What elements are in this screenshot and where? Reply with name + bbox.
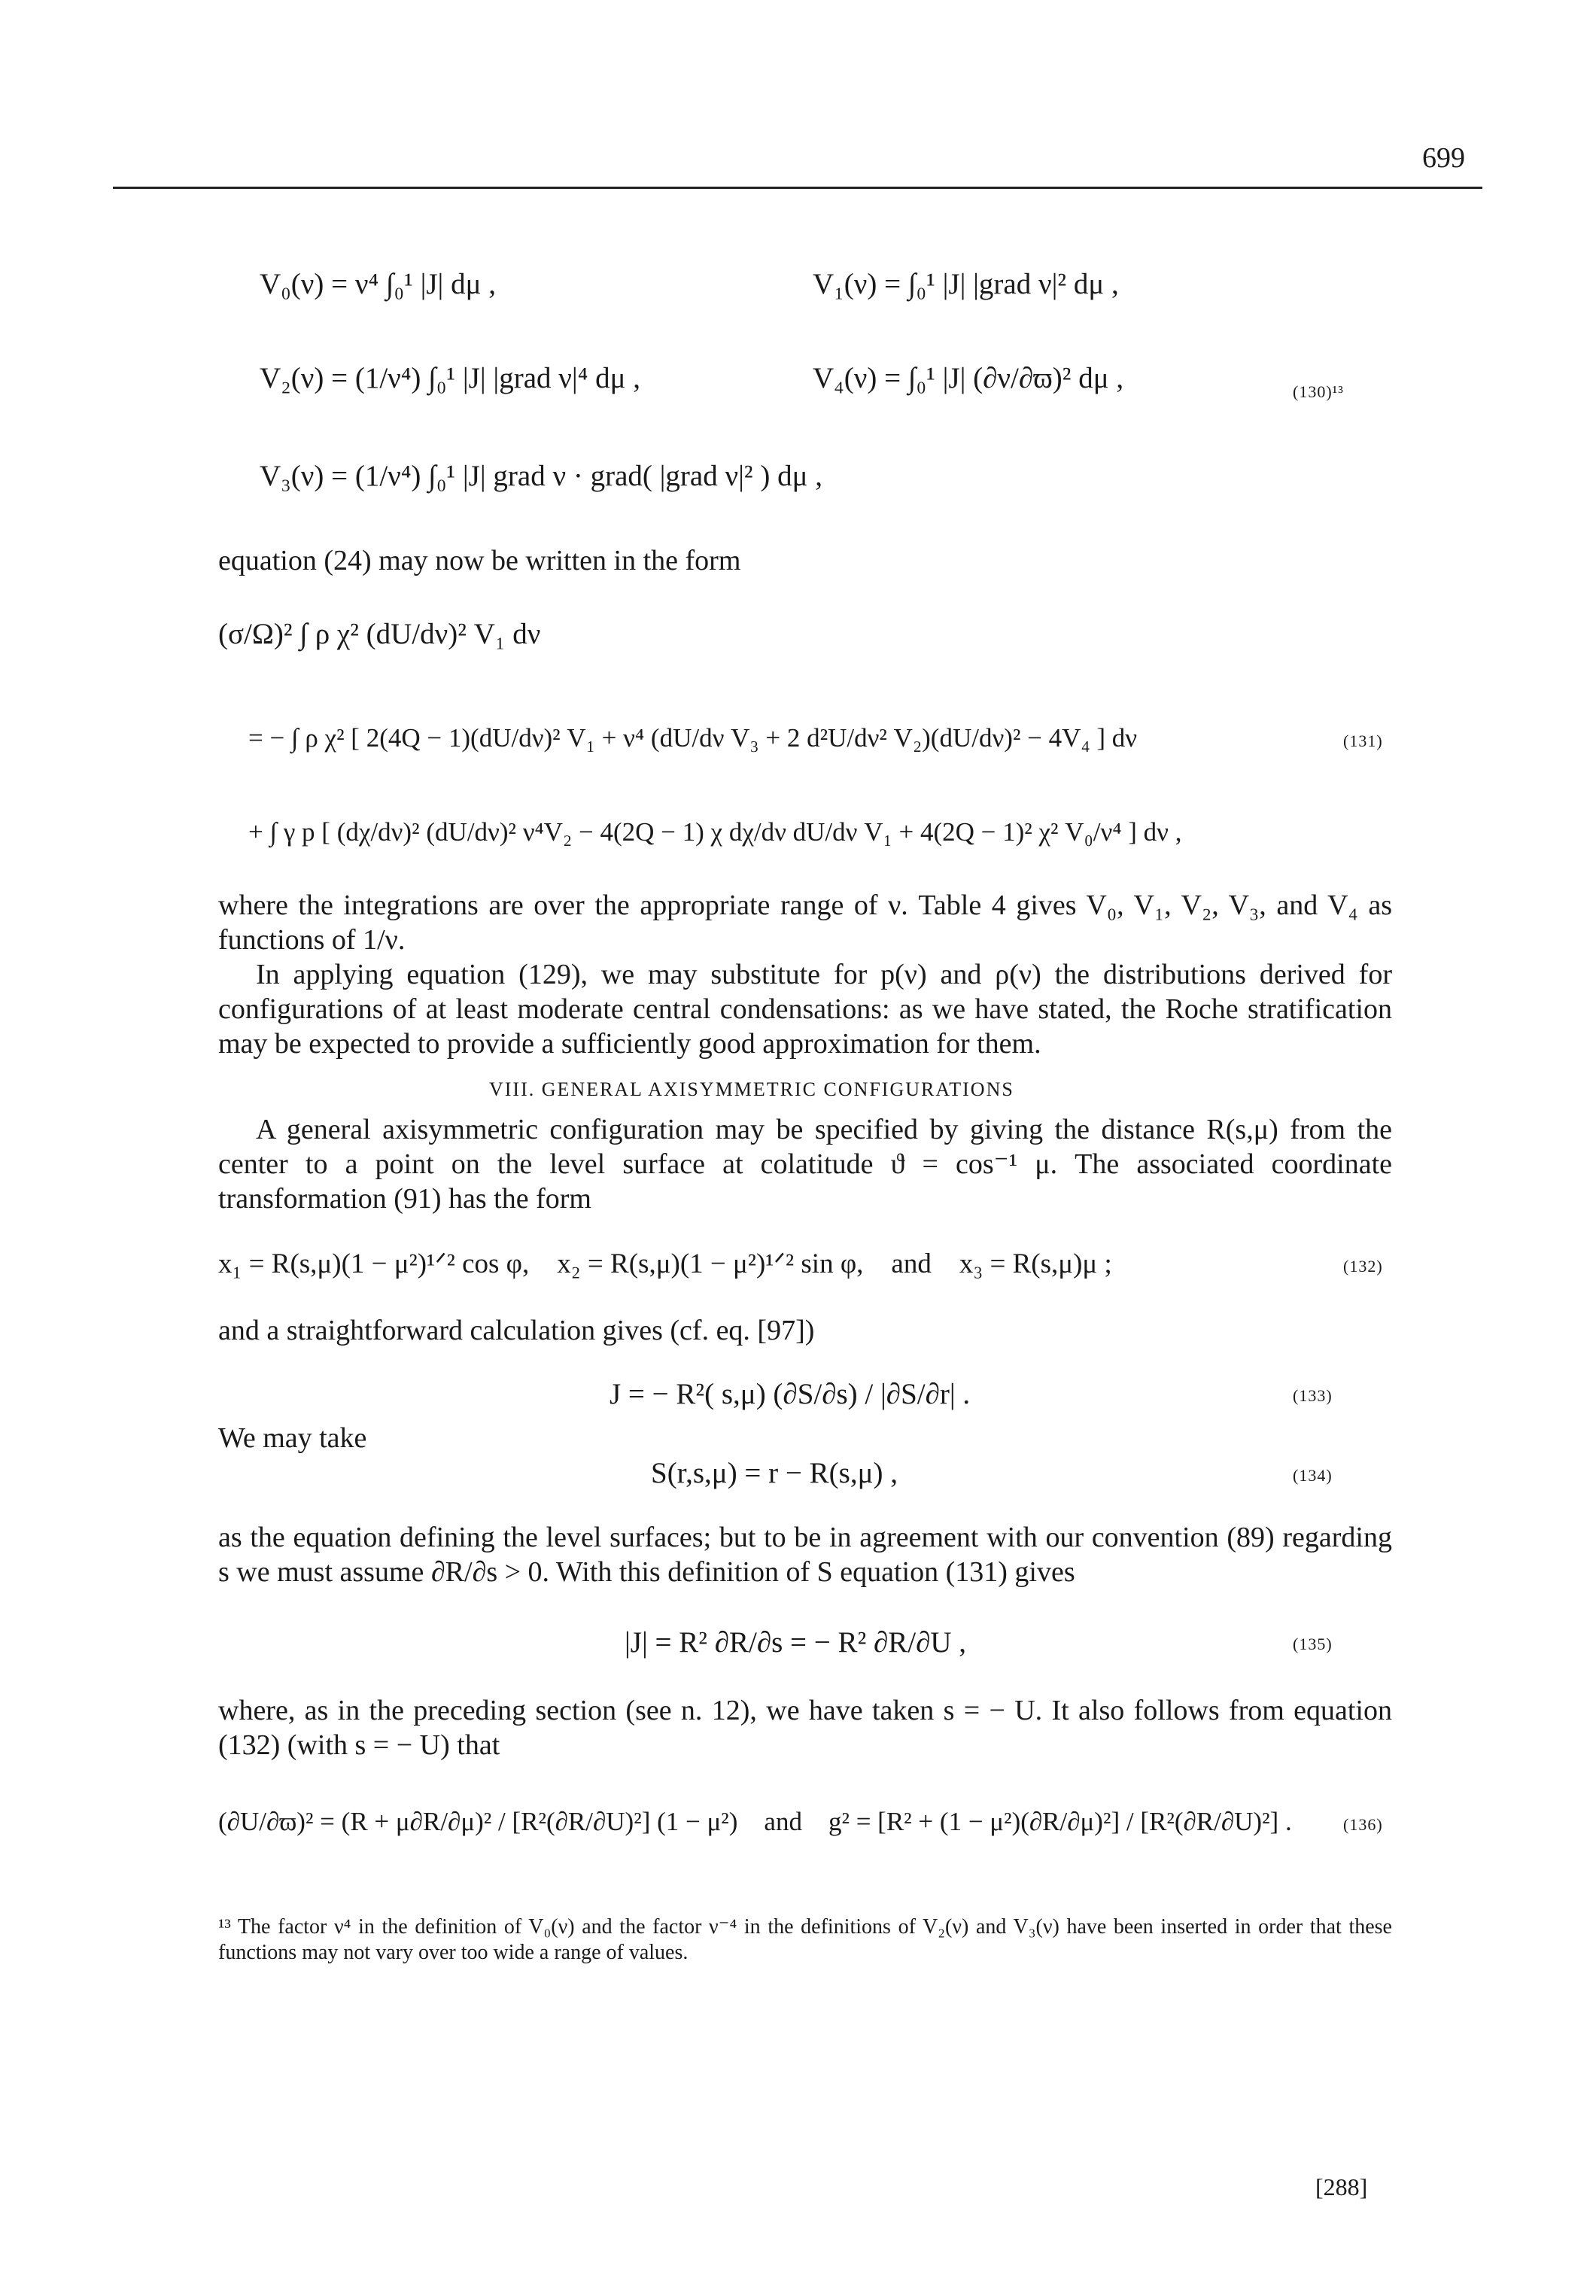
paragraph-level-surfaces: as the equation defining the level surfaces; but to be in agreement with our convention (89) regarding s we must assume ∂R/∂s > 0. With this definition of S equation (131) gives xyxy=(218,1522,1392,1588)
paragraph-axisymmetric: A general axisymmetric configuration may be specified by giving the distance R(s,μ) from the center to a point on the level surface at colatitude ϑ = cos⁻¹ μ. The associated coordinate transformation (91) has the form xyxy=(218,1114,1392,1215)
equation-131-line3: + ∫ γ p [ (dχ/dν)² (dU/dν)² ν⁴V₂ − 4(2Q − 1) χ dχ/dν dU/dν V₁ + 4(2Q − 1)² χ² V₀/ν⁴ ] dν , xyxy=(248,817,1182,847)
equation-number-132: (132) xyxy=(1343,1257,1383,1276)
equation-133: J = − R²( s,μ) (∂S/∂s) / |∂S/∂r| . xyxy=(610,1378,971,1410)
equation-131-lhs: (σ/Ω)² ∫ ρ χ² (dU/dν)² V₁ dν xyxy=(218,618,541,650)
equation-136: (∂U/∂ϖ)² = (R + μ∂R/∂μ)² / [R²(∂R/∂U)²] (1 − μ²) and g² = [R² + (1 − μ²)(∂R/∂μ)²] / [R²(∂R/∂U)²] . xyxy=(218,1807,1292,1836)
page-number: 699 xyxy=(1422,142,1465,174)
section-heading: VIII. GENERAL AXISYMMETRIC CONFIGURATIONS xyxy=(489,1078,1014,1100)
equation-number-135: (135) xyxy=(1293,1635,1333,1653)
paragraph-applying: In applying equation (129), we may substitute for p(ν) and ρ(ν) the distributions derived for configurations of at least moderate central condensations: as we have stated, the Roche stratification may be expected to provide a sufficiently good approximation for them. xyxy=(218,959,1392,1060)
equation-132: x₁ = R(s,μ)(1 − μ²)¹ᐟ² cos φ, x₂ = R(s,μ)(1 − μ²)¹ᐟ² sin φ, and x₃ = R(s,μ)μ ; xyxy=(218,1248,1112,1279)
equation-130-v2: V₂(ν) = (1/ν⁴) ∫₀¹ |J| |grad ν|⁴ dμ , xyxy=(260,362,640,394)
equation-number-131: (131) xyxy=(1343,731,1383,750)
paragraph-we-may-take: We may take xyxy=(218,1422,367,1454)
equation-number-134: (134) xyxy=(1293,1466,1333,1485)
equation-130-v4: V₄(ν) = ∫₀¹ |J| (∂ν/∂ϖ)² dμ , xyxy=(813,362,1124,394)
paragraph-calculation: and a straightforward calculation gives (cf. eq. [97]) xyxy=(218,1315,815,1346)
equation-131-line2: = − ∫ ρ χ² [ 2(4Q − 1)(dU/dν)² V₁ + ν⁴ (dU/dν V₃ + 2 d²U/dν² V₂)(dU/dν)² − 4V₄ ] dν xyxy=(248,723,1138,753)
bracket-page-number: [288] xyxy=(1315,2173,1368,2200)
header-rule xyxy=(113,187,1482,189)
paragraph-preceding-section: where, as in the preceding section (see n. 12), we have taken s = − U. It also follows from equation (132) (with s = − U) that xyxy=(218,1695,1392,1761)
equation-134: S(r,s,μ) = r − R(s,μ) , xyxy=(651,1457,898,1489)
footnote-13: ¹³ The factor ν⁴ in the definition of V₀(ν) and the factor ν⁻⁴ in the definitions of V₂(ν) and V₃(ν) have been inserted in order that these functions may not vary over too wide a range of values. xyxy=(218,1915,1392,1964)
equation-number-133: (133) xyxy=(1293,1386,1333,1405)
paragraph-intro: equation (24) may now be written in the form xyxy=(218,545,741,576)
equation-130-v0: V₀(ν) = ν⁴ ∫₀¹ |J| dμ , xyxy=(260,268,497,300)
equation-135: |J| = R² ∂R/∂s = − R² ∂R/∂U , xyxy=(625,1626,967,1659)
equation-130-v1: V₁(ν) = ∫₀¹ |J| |grad ν|² dμ , xyxy=(813,268,1119,300)
equation-130-v3: V₃(ν) = (1/ν⁴) ∫₀¹ |J| grad ν · grad( |grad ν|² ) dμ , xyxy=(260,460,823,492)
equation-number-130: (130)¹³ xyxy=(1293,382,1344,401)
paragraph-integration-range: where the integrations are over the appropriate range of ν. Table 4 gives V₀, V₁, V₂, V₃, and V₄ as functions of 1/ν. xyxy=(218,890,1392,956)
equation-number-136: (136) xyxy=(1343,1815,1383,1834)
